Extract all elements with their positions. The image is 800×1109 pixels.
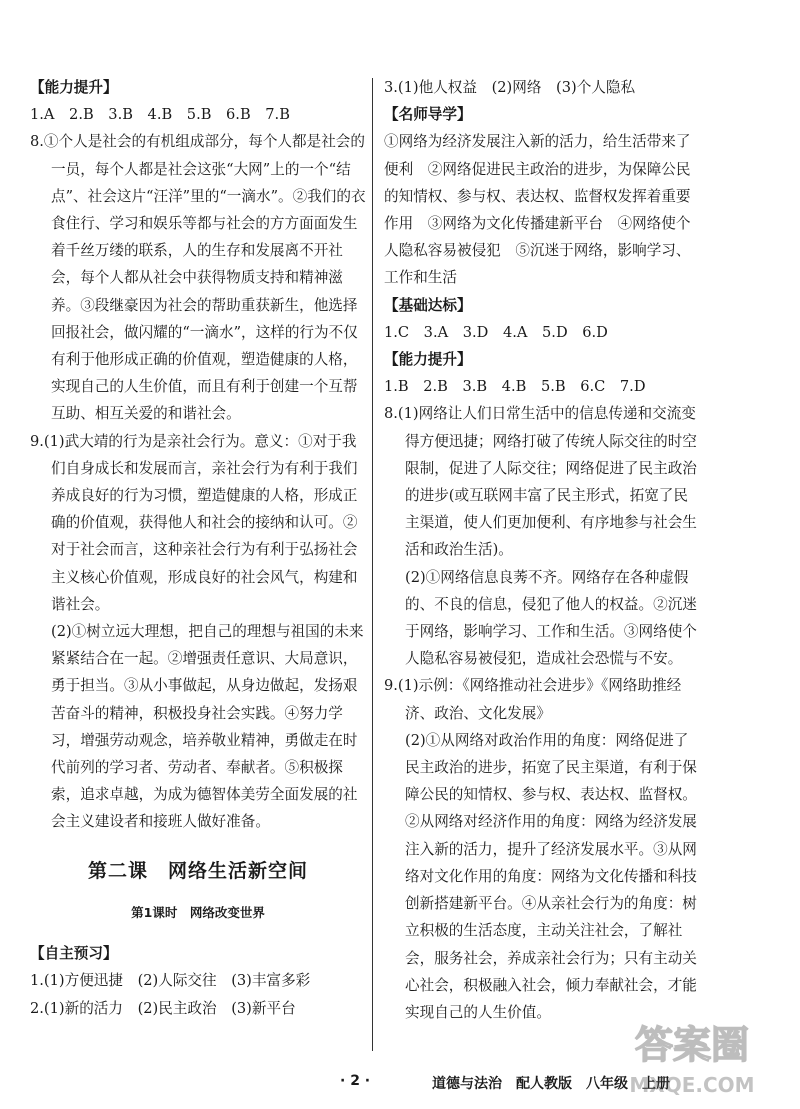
book-info: 道德与法治 配人教版 八年级 上册 bbox=[432, 1076, 670, 1092]
right-column bbox=[384, 74, 702, 1026]
answer-line: 1.A 2.B 3.B 4.B 5.B 6.B 7.B bbox=[30, 106, 290, 124]
watermark-text: 答案圈 bbox=[634, 1023, 750, 1067]
section-heading-ability: 【能力提升】 bbox=[30, 79, 118, 96]
answer-q9-part2-right: (2)①从网络对政治作用的角度：网络促进了民主政治的进步，拓宽了民主渠道，有利于保障公民的知情权、参与权、表达权、监督权。②从网络对经济作用的角度：网络为经济发展注入新的活力，提升了经济发展水平。③从网络对文化作用的角度：网络为文化传播和科技创新搭建新平台。④从亲社会行为的角度：树立积极的生活态度，主动关注社会，了解社会，服务社会，养成亲社会行为；只有主动关心社会，积极融入社会，倾力奉献社会，才能实现自己的人生价值。 bbox=[405, 731, 697, 1021]
answer-line-ability: 1.B 2.B 3.B 4.B 5.B 6.C 7.D bbox=[384, 378, 646, 396]
answer-q8-part1: 8.(1)网络让人们日常生活中的信息传递和交流变得方便迅捷；网络打破了传统人际交往的时空限制，促进了人际交往；网络促进了民主政治的进步(或互联网丰富了民主形式，拓宽了民主渠道，使人们更加便利、有序地参与社会生活和政治生活)。 bbox=[384, 405, 697, 559]
answer-q8: 8.①个人是社会的有机组成部分，每个人都是社会的一员，每个人都是社会这张“大网”上的一个“结点”、社会这片“汪洋”里的“一滴水”。②我们的衣食住行、学习和娱乐等都与社会的方方面面发生着千丝万缕的联系，人的生存和发展离不开社会，每个人都从社会中获得物质支持和精神滋养。③段继豪因为社会的帮助重获新生，他选择回报社会，做闪耀的“一滴水”，这样的行为不仅有利于他形成正确的价值观，塑造健康的人格，实现自己的人生价值，而且有利于创建一个互帮互助、相互关爱的和谐社会。 bbox=[30, 133, 366, 423]
section-heading-guide: 【名师导学】 bbox=[384, 106, 472, 124]
guide-text: ①网络为经济发展注入新的活力，给生活带来了便利 ②网络促进民主政治的进步，为保障公民的知情权、参与权、表达权、监督权发挥着重要作用 ③网络为文化传播建新平台 ④网络使个人隐私容易被侵犯 ⑤沉迷于网络，影响学习、工作和生活 bbox=[384, 133, 691, 287]
answer-q8-part2: (2)①网络信息良莠不齐。网络存在各种虚假的、不良的信息，侵犯了他人的权益。②沉迷于网络，影响学习、工作和生活。③网络使个人隐私容易被侵犯，造成社会恐慌与不安。 bbox=[405, 568, 697, 668]
watermark-logo bbox=[602, 1010, 782, 1100]
preview-answer-3: 3.(1)他人权益 (2)网络 (3)个人隐私 bbox=[384, 79, 636, 96]
lesson-title: 第二课 网络生活新空间 bbox=[87, 859, 308, 882]
left-column bbox=[30, 74, 366, 1022]
answer-line-basic: 1.C 3.A 3.D 4.A 5.D 6.D bbox=[384, 323, 608, 341]
answer-q9-part2: (2)①树立远大理想，把自己的理想与祖国的未来紧紧结合在一起。②增强责任意识、大局意识，勇于担当。③从小事做起，从身边做起，发扬艰苦奋斗的精神，积极投身社会实践。④努力学习，增强劳动观念，培养敬业精神，勇做走在时代前列的学习者、劳动者、奉献者。⑤积极探索，追求卓越，为成为德智体美劳全面发展的社会主义建设者和接班人做好准备。 bbox=[51, 623, 364, 831]
answer-q9-part1: 9.(1)武大靖的行为是亲社会行为。意义：①对于我们自身成长和发展而言，亲社会行为有利于我们养成良好的行为习惯，塑造健康的人格，形成正确的价值观，获得他人和社会的接纳和认可。②对于社会而言，这种亲社会行为有利于弘扬社会主义核心价值观，形成良好的社会风气，构建和谐社会。 bbox=[30, 432, 358, 613]
section-heading-preview: 【自主预习】 bbox=[30, 945, 118, 963]
column-divider bbox=[372, 78, 373, 1051]
preview-answer-2: 2.(1)新的活力 (2)民主政治 (3)新平台 bbox=[30, 999, 296, 1017]
answer-q9-part1-right: 9.(1)示例：《网络推动社会进步》《网络助推经济、政治、文化发展》 bbox=[384, 677, 682, 722]
period-title: 第1课时 网络改变世界 bbox=[131, 904, 265, 920]
watermark-url: MXQE.COM bbox=[629, 1073, 755, 1097]
preview-answer-1: 1.(1)方便迅捷 (2)人际交往 (3)丰富多彩 bbox=[30, 972, 311, 990]
section-heading-ability-2: 【能力提升】 bbox=[384, 351, 472, 369]
section-heading-basic: 【基础达标】 bbox=[384, 296, 472, 314]
page-number: · 2 · bbox=[340, 1073, 371, 1089]
